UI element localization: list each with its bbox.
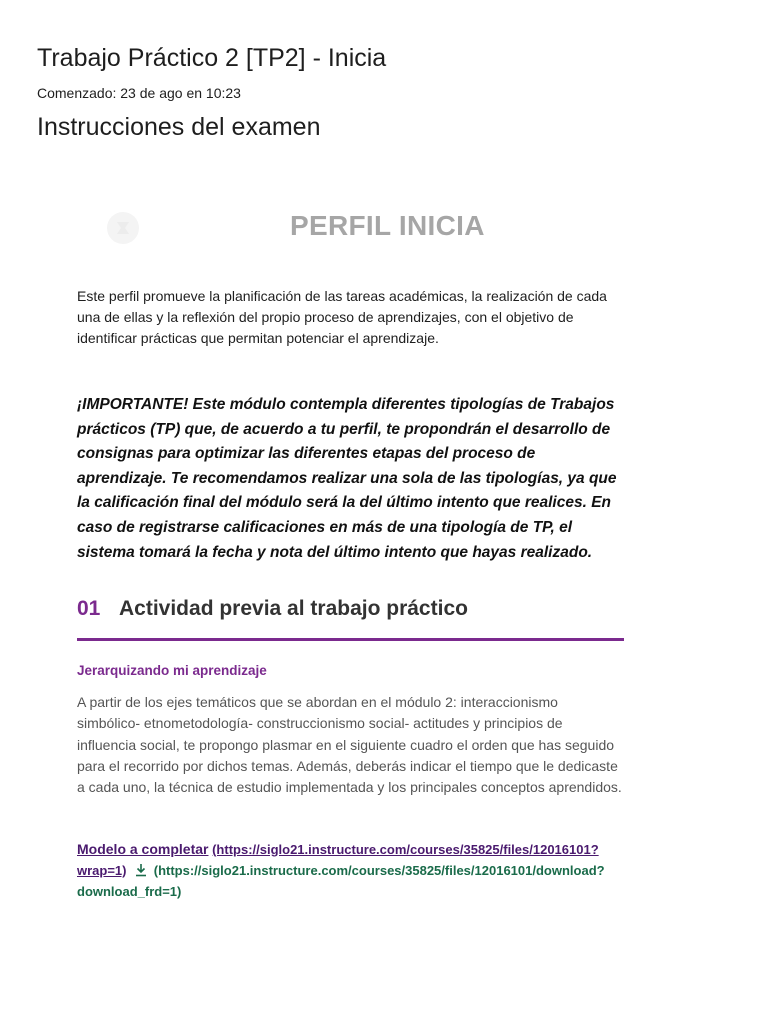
started-timestamp: Comenzado: 23 de ago en 10:23 bbox=[37, 85, 241, 101]
section-number: 01 bbox=[77, 597, 101, 621]
profile-banner bbox=[77, 200, 624, 254]
download-url[interactable]: (https://siglo21.instructure.com/courses/35825/files/12016101/download?download_frd=1) bbox=[77, 862, 605, 899]
activity-subtitle: Jerarquizando mi aprendizaje bbox=[77, 663, 267, 679]
download-icon[interactable] bbox=[134, 863, 148, 877]
instructions-content bbox=[77, 200, 624, 902]
profile-description: Este perfil promueve la planificación de las tareas académicas, la realización de cada una de ellas y la reflexión del propio proceso de aprendizajes, con el objetivo de identificar prácticas que permitan potenciar el aprendizaje. bbox=[77, 288, 607, 346]
quiz-title: Trabajo Práctico 2 [TP2] - Inicia bbox=[37, 44, 387, 72]
file-links bbox=[77, 839, 624, 902]
model-link[interactable]: Modelo a completar bbox=[77, 840, 209, 857]
important-notice: ¡IMPORTANTE! Este módulo contempla diferentes tipologías de Trabajos prácticos (TP) que, de acuerdo a tu perfil, te propondrán el desarrollo de consignas para optimizar las diferentes etapas del proceso de aprendizaje. Te recomendamos realizar una sola de las tipologías, ya que la calificación final del módulo será la del último intento que realices. En caso de registrarse calificaciones en más de una tipología de TP, el sistema tomará la fecha y nota del último intento que hayas realizado. bbox=[77, 396, 617, 561]
profile-title: PERFIL INICIA bbox=[290, 210, 485, 241]
quiz-header bbox=[37, 42, 737, 143]
profile-logo-icon bbox=[103, 208, 143, 248]
model-view-url[interactable]: (https://siglo21.instructure.com/courses/35825/files/12016101?wrap=1) bbox=[77, 841, 599, 878]
section-heading bbox=[77, 597, 624, 641]
activity-description: A partir de los ejes temáticos que se abordan en el módulo 2: interaccionismo simbólico- etnometodología- construccionismo social- actitudes y principios de influencia social, te propongo plasmar en el siguiente cuadro el orden que has seguido para el recorrido por dichos temas. Además, deberás indicar el tiempo que le dedicaste a cada uno, la técnica de estudio implementada y los principales conceptos aprendidos. bbox=[77, 694, 622, 796]
section-title: Actividad previa al trabajo práctico bbox=[119, 597, 468, 621]
instructions-title: Instrucciones del examen bbox=[37, 113, 321, 141]
